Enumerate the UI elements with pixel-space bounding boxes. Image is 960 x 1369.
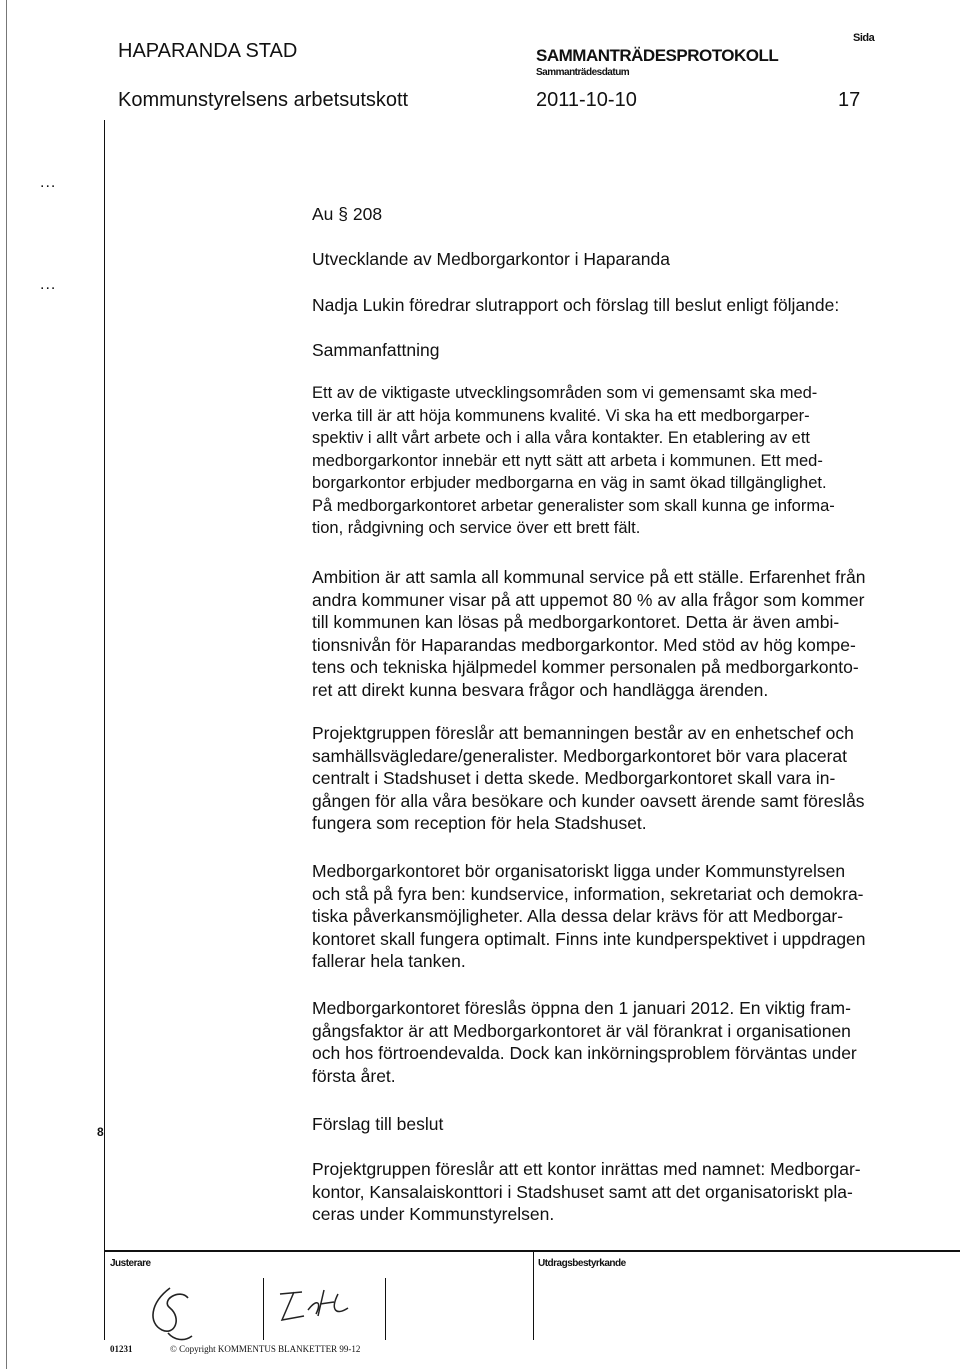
form-code: 01231 — [110, 1344, 133, 1354]
meeting-date: 2011-10-10 — [536, 89, 637, 111]
summary-line: Ett av de viktigaste utvecklingsområden som vi gemensamt ska med- — [312, 384, 818, 402]
paragraph-id: Au § 208 — [312, 204, 383, 224]
project-line: samhällsvägledare/generalister. Medborgarkontoret bör vara placerat — [312, 745, 848, 766]
ambition-line: tens och tekniska hjälpmedel kommer personalen på medborgarkonto- — [312, 657, 859, 677]
margin-number: 8 — [97, 1125, 104, 1139]
summary-line: verka till är att höja kommunens kvalité. Vi ska ha ett medborgarper- — [312, 406, 810, 425]
project-paragraph — [312, 722, 932, 835]
margin-dots: ... — [40, 174, 57, 191]
project-line: gången för alla våra besökare och kunder oavsett ärende samt föreslås — [312, 790, 865, 811]
summary-line: borgarkontor erbjuder medborgarna en väg in samt ökad tillgänglighet. — [312, 474, 827, 492]
margin-line — [6, 0, 7, 1369]
summary-paragraph — [312, 382, 932, 540]
project-line: fungera som reception för hela Stadshuset. — [312, 813, 647, 833]
footer-left-edge — [104, 1250, 105, 1340]
proposal-line: Projektgruppen föreslår att ett kontor inrättas med namnet: Medborgar- — [312, 1159, 861, 1179]
organisation-line: tiska påverkansmöjligheter. Alla dessa delar krävs för att Medborgar- — [312, 906, 844, 926]
signature-divider-2 — [385, 1278, 386, 1340]
project-line: centralt i Stadshuset i detta skede. Medborgarkontoret skall vara in- — [312, 768, 836, 788]
proposal-line: ceras under Kommunstyrelsen. — [312, 1204, 555, 1224]
summary-line: På medborgarkontoret arbetar generalister som skall kunna ge informa- — [312, 496, 835, 515]
justerare-label: Justerare — [110, 1258, 151, 1269]
ambition-paragraph — [312, 566, 932, 701]
opening-line: och hos förtroendevalda. Dock kan inkörningsproblem förväntas under — [312, 1043, 857, 1063]
ambition-line: till kommunen kan lösas på medborgarkontoret. Detta är även ambi- — [312, 612, 840, 632]
organisation-line: fallerar hela tanken. — [312, 951, 466, 971]
signature-1 — [140, 1278, 220, 1348]
page-number: 17 — [838, 89, 861, 111]
footer-divider — [533, 1250, 534, 1340]
proposal-heading: Förslag till beslut — [312, 1114, 444, 1134]
opening-line: gångsfaktor är att Medborgarkontoret är väl förankrat i organisationen — [312, 1020, 851, 1041]
ambition-line: Ambition är att samla all kommunal service på ett ställe. Erfarenhet från — [312, 567, 866, 587]
ambition-line: ret att direkt kunna besvara frågor och handlägga ärenden. — [312, 679, 769, 700]
intro-text: Nadja Lukin föredrar slutrapport och förslag till beslut enligt följande: — [312, 295, 840, 315]
project-line: Projektgruppen föreslår att bemanningen består av en enhetschef och — [312, 723, 854, 743]
signature-2 — [272, 1280, 372, 1330]
org-name: HAPARANDA STAD — [118, 40, 298, 62]
summary-line: medborgarkontor innebär ett nytt sätt att arbeta i kommunen. Ett med- — [312, 451, 823, 470]
summary-line: tion, rådgivning och service över ett brett fält. — [312, 519, 641, 537]
margin-dots-second: ... — [40, 276, 57, 293]
ambition-line: tionsnivån för Haparandas medborgarkontor. Med stöd av hög kompe- — [312, 634, 856, 655]
document-title: Utvecklande av Medborgarkontor i Haparanda — [312, 249, 670, 269]
ambition-line: andra kommuner visar på att uppemot 80 % av alla frågor som kommer — [312, 589, 865, 610]
organisation-line: Medborgarkontoret bör organisatoriskt ligga under Kommunstyrelsen — [312, 861, 846, 881]
opening-paragraph — [312, 997, 932, 1087]
summary-heading: Sammanfattning — [312, 340, 440, 360]
footer-top-rule — [104, 1250, 960, 1252]
date-label: Sammanträdesdatum — [536, 67, 630, 78]
utdrag-label: Utdragsbestyrkande — [538, 1258, 626, 1269]
proposal-paragraph — [312, 1158, 932, 1226]
proposal-line: kontor, Kansalaiskonttori i Stadshuset samt att det organisatoriskt pla- — [312, 1181, 853, 1202]
opening-line: första året. — [312, 1065, 396, 1086]
signature-divider-1 — [263, 1278, 264, 1340]
committee-name: Kommunstyrelsens arbetsutskott — [118, 89, 409, 111]
opening-line: Medborgarkontoret föreslås öppna den 1 januari 2012. En viktig fram- — [312, 998, 851, 1018]
summary-line: spektiv i allt vårt arbete och i alla våra kontakter. En etablering av ett — [312, 429, 811, 447]
organisation-paragraph — [312, 860, 932, 973]
organisation-line: och stå på fyra ben: kundservice, information, sekretariat och demokra- — [312, 883, 864, 904]
page-label: Sida — [853, 32, 875, 44]
organisation-line: kontoret skall fungera optimalt. Finns inte kundperspektivet i uppdragen — [312, 928, 866, 949]
protocol-title: SAMMANTRÄDESPROTOKOLL — [536, 46, 779, 65]
copyright-notice: © Copyright KOMMENTUS BLANKETTER 99-12 — [170, 1344, 361, 1354]
left-column-rule — [104, 120, 105, 1250]
